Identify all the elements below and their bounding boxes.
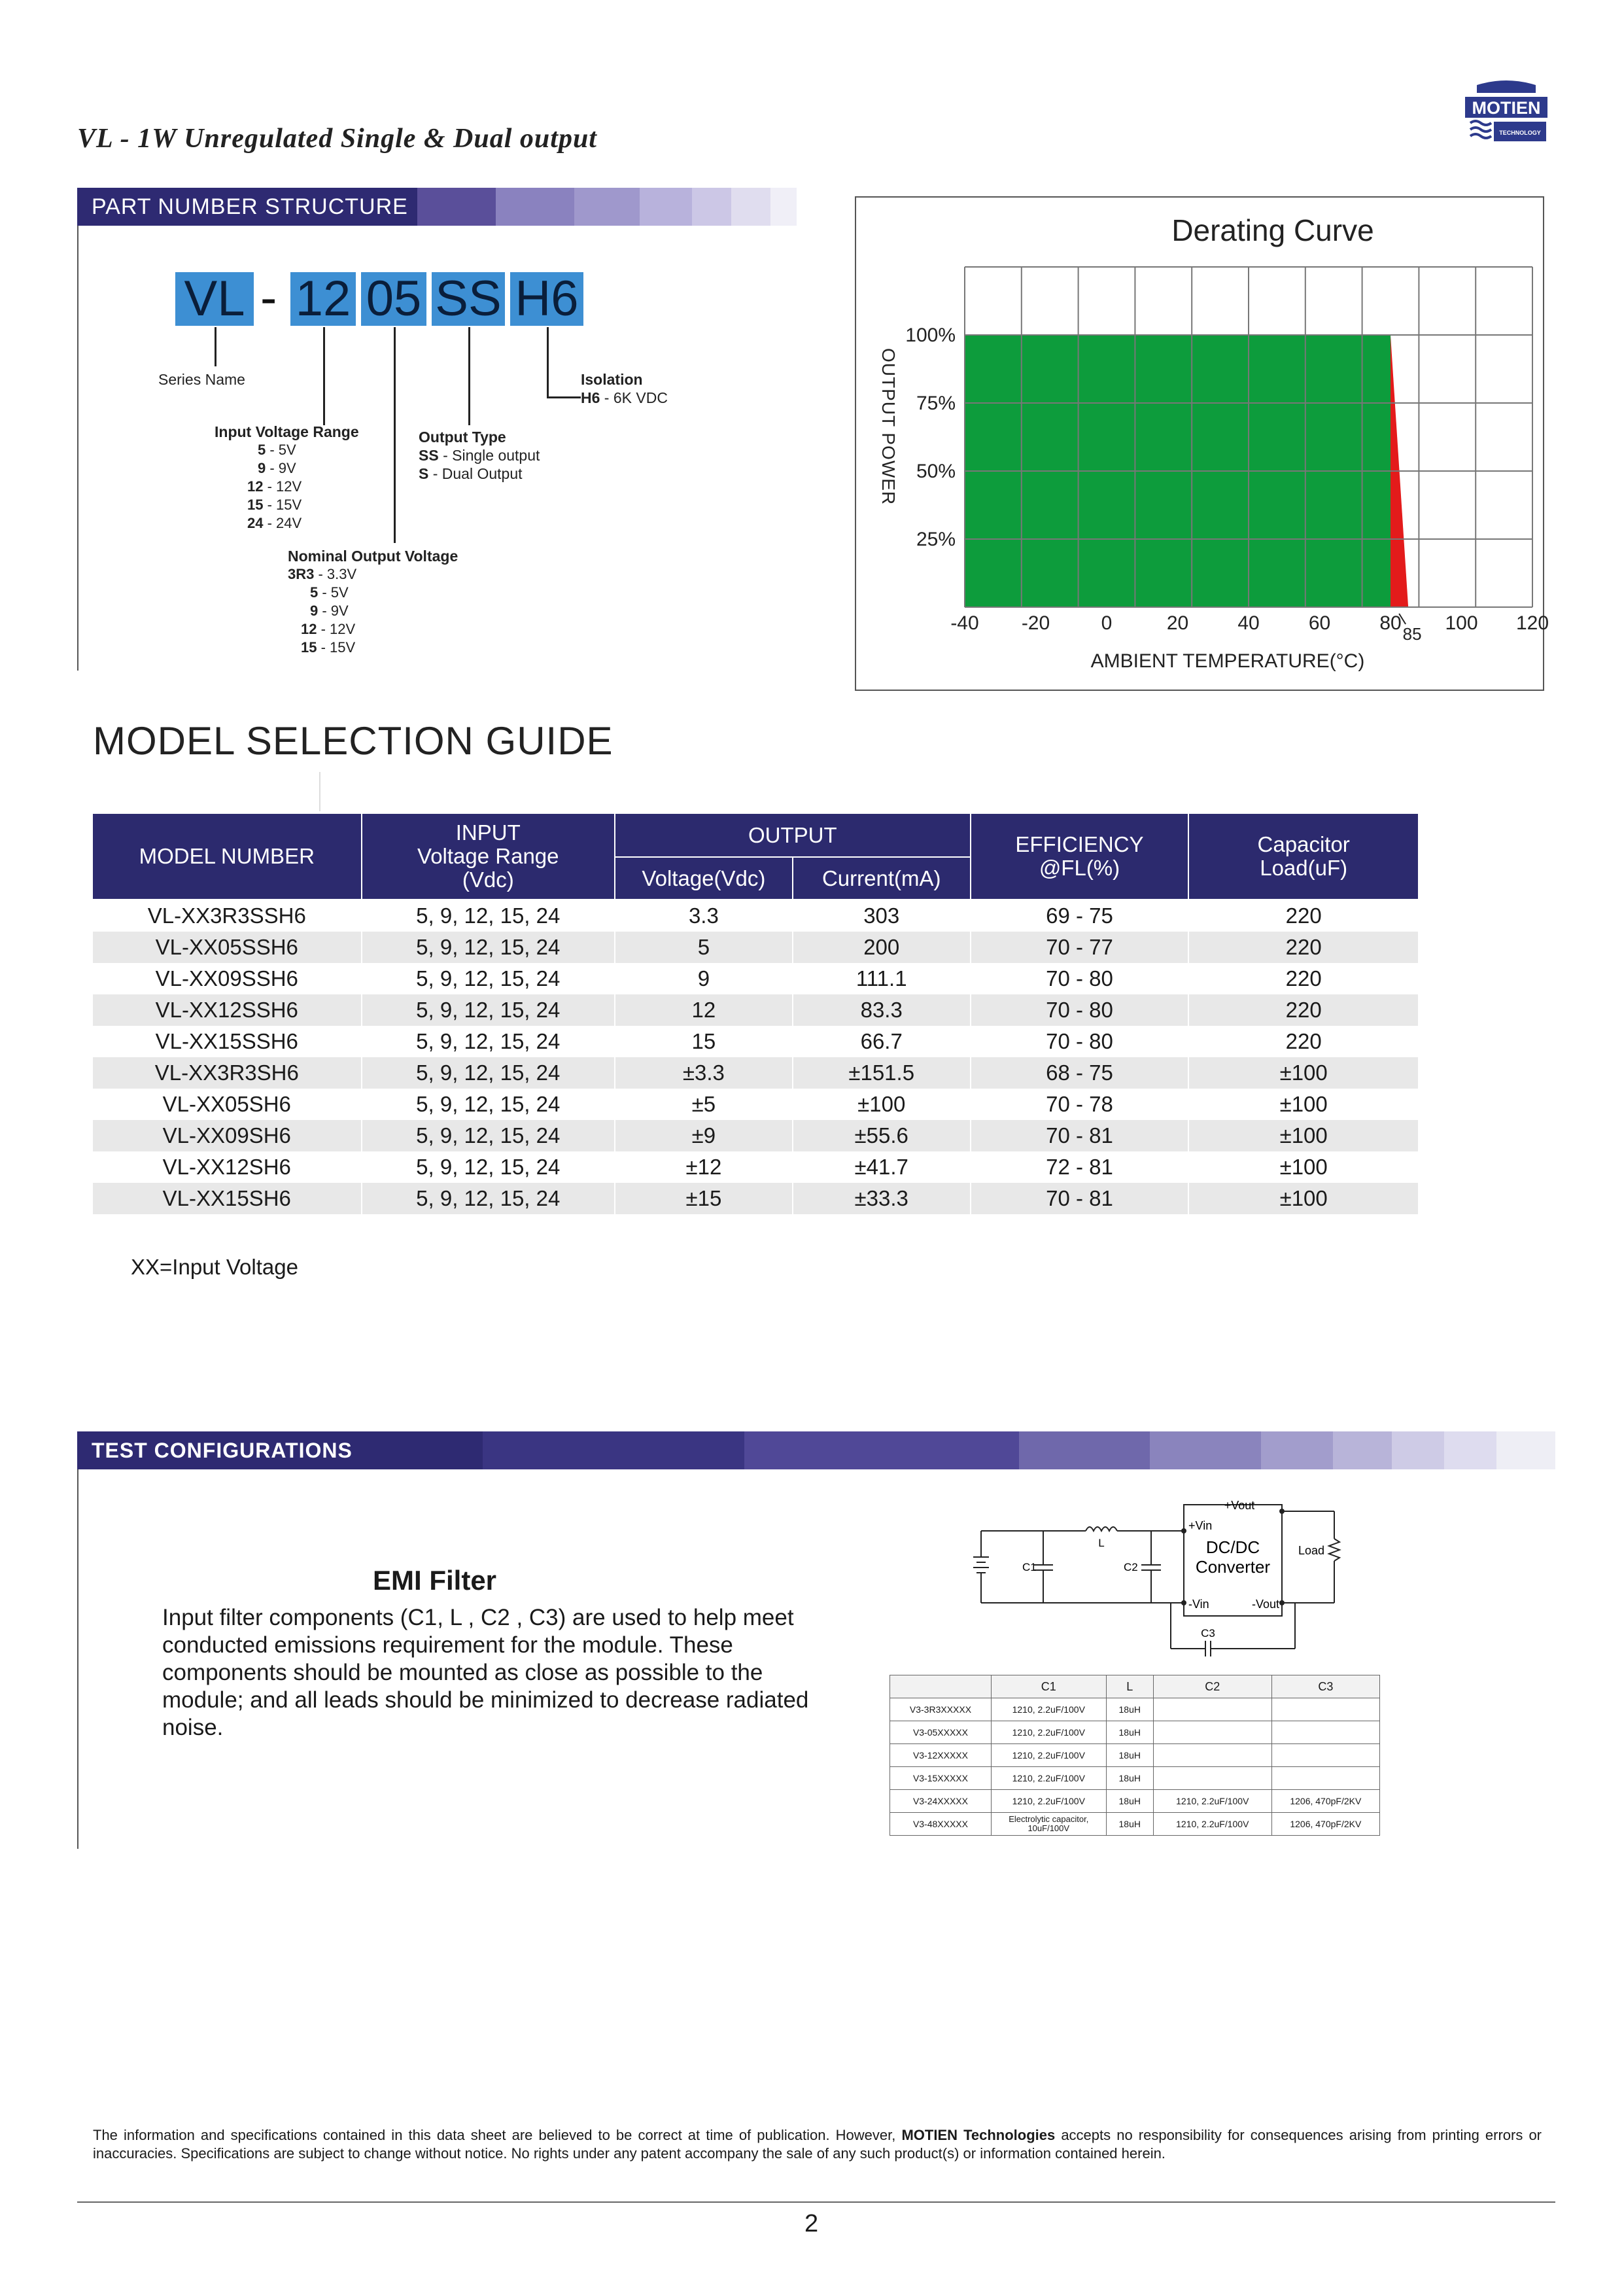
tc-cell-l: 18uH	[1106, 1698, 1153, 1721]
plus-vin-label: +Vin	[1188, 1519, 1213, 1532]
l-label: L	[1098, 1537, 1105, 1549]
x-tick-label: 0	[1101, 612, 1113, 634]
tc-cell-c3: 1206, 470pF/2KV	[1271, 1790, 1379, 1813]
cell-model: VL-XX09SSH6	[92, 963, 362, 994]
cell-capacitor: ±100	[1188, 1151, 1419, 1183]
cell-voltage: 3.3	[615, 900, 793, 932]
table-row	[92, 1120, 1419, 1151]
tc-cell-c2: 1210, 2.2uF/100V	[1153, 1790, 1271, 1813]
isolation-heading: Isolation	[581, 371, 643, 388]
tc-cell-l: 18uH	[1106, 1790, 1153, 1813]
input-voltage-note: XX=Input Voltage	[131, 1255, 298, 1279]
section-left-rule	[77, 226, 78, 671]
cell-efficiency: 70 - 80	[971, 963, 1189, 994]
cell-capacitor: ±100	[1188, 1183, 1419, 1214]
cell-efficiency: 70 - 81	[971, 1120, 1189, 1151]
emi-filter-circuit	[968, 1492, 1360, 1662]
cell-model: VL-XX15SH6	[92, 1183, 362, 1214]
c1-label: C1	[1022, 1561, 1037, 1573]
disclaimer: The information and specifications contained in this data sheet are believed to be correct at time of publication. However, MOTIEN Technologies accepts no responsibility for consequences arising from printing errors or inaccuracies. Specifications are subject to change without notice. No rights under any patent accompany the sale of any such product(s) or information contained herein.	[93, 2127, 1542, 2162]
header-efficiency: EFFICIENCY @FL(%)	[971, 813, 1189, 900]
header-capacitor: Capacitor Load(uF)	[1188, 813, 1419, 900]
cell-current: ±55.6	[793, 1120, 971, 1151]
tc-cell-model: V3-12XXXXX	[890, 1744, 992, 1767]
page-number: 2	[804, 2210, 819, 2237]
cell-input: 5, 9, 12, 15, 24	[362, 1151, 615, 1183]
input-connector	[323, 327, 325, 425]
cell-efficiency: 72 - 81	[971, 1151, 1189, 1183]
table-row	[890, 1813, 1380, 1836]
cell-capacitor: 220	[1188, 900, 1419, 932]
tc-cell-l: 18uH	[1106, 1744, 1153, 1767]
logo-text: MOTIEN	[1472, 98, 1541, 118]
header-output: OUTPUT	[615, 813, 971, 857]
y-tick-label: 50%	[916, 461, 956, 482]
converter-label-line1: DC/DC	[1205, 1537, 1260, 1557]
tc-cell-c3	[1271, 1767, 1379, 1790]
pn-code-input: 12	[290, 272, 356, 326]
cell-model: VL-XX05SSH6	[92, 932, 362, 963]
logo-subtext: TECHNOLOGY	[1499, 130, 1541, 136]
tc-cell-c3	[1271, 1721, 1379, 1744]
x-tick-label: 80	[1379, 612, 1402, 634]
chart-title: Derating Curve	[1171, 213, 1374, 247]
tc-cell-c2	[1153, 1721, 1271, 1744]
cell-capacitor: ±100	[1188, 1057, 1419, 1089]
c3-label: C3	[1201, 1627, 1215, 1639]
series-name-label: Series Name	[158, 371, 245, 388]
isolation-annotation: Isolation H6 - 6K VDC	[581, 371, 668, 406]
converter-label-line2: Converter	[1195, 1557, 1271, 1577]
cell-voltage: ±3.3	[615, 1057, 793, 1089]
cell-model: VL-XX12SSH6	[92, 994, 362, 1026]
minus-vout-label: -Vout	[1251, 1598, 1279, 1611]
tc-cell-c1: 1210, 2.2uF/100V	[991, 1698, 1106, 1721]
section-left-rule	[77, 1469, 78, 1849]
cell-current: ±41.7	[793, 1151, 971, 1183]
cell-input: 5, 9, 12, 15, 24	[362, 1057, 615, 1089]
x-tick-label: 20	[1166, 612, 1189, 634]
cell-input: 5, 9, 12, 15, 24	[362, 1089, 615, 1120]
pn-code-output-voltage: 05	[361, 272, 426, 326]
pn-dash: -	[260, 270, 277, 326]
cell-capacitor: 220	[1188, 1026, 1419, 1057]
header-output-current: Current(mA)	[793, 857, 971, 900]
table-row	[890, 1767, 1380, 1790]
cell-efficiency: 70 - 81	[971, 1183, 1189, 1214]
test-config-section-title: TEST CONFIGURATIONS	[92, 1438, 353, 1462]
cell-input: 5, 9, 12, 15, 24	[362, 994, 615, 1026]
cell-efficiency: 70 - 78	[971, 1089, 1189, 1120]
tc-cell-l: 18uH	[1106, 1813, 1153, 1836]
emi-filter-title: EMI Filter	[373, 1565, 497, 1596]
tc-header-c1: C1	[991, 1675, 1106, 1698]
footer-rule	[77, 2201, 1555, 2203]
cell-voltage: ±12	[615, 1151, 793, 1183]
tc-cell-model: V3-05XXXXX	[890, 1721, 992, 1744]
cell-input: 5, 9, 12, 15, 24	[362, 1026, 615, 1057]
cell-current: ±33.3	[793, 1183, 971, 1214]
header-input: INPUT Voltage Range (Vdc)	[362, 813, 615, 900]
tc-cell-c3	[1271, 1744, 1379, 1767]
tc-cell-l: 18uH	[1106, 1721, 1153, 1744]
tc-cell-c2	[1153, 1767, 1271, 1790]
tc-header-c2: C2	[1153, 1675, 1271, 1698]
model-selection-table	[92, 813, 1419, 1214]
table-row	[890, 1744, 1380, 1767]
derating-chart-frame	[855, 196, 1549, 691]
x-tick-label: -40	[950, 612, 979, 634]
cell-efficiency: 70 - 80	[971, 994, 1189, 1026]
output-type-heading: Output Type	[419, 429, 506, 446]
tc-cell-c3	[1271, 1698, 1379, 1721]
derating-chart	[856, 198, 1549, 690]
cell-model: VL-XX3R3SH6	[92, 1057, 362, 1089]
cell-input: 5, 9, 12, 15, 24	[362, 900, 615, 932]
test-config-section-bar	[77, 1431, 1555, 1469]
input-range-heading: Input Voltage Range	[215, 423, 359, 440]
tc-header-c3: C3	[1271, 1675, 1379, 1698]
company-name: MOTIEN Technologies	[901, 2127, 1056, 2143]
cell-current: 200	[793, 932, 971, 963]
tc-cell-model: V3-3R3XXXXX	[890, 1698, 992, 1721]
output-voltage-connector	[394, 327, 396, 543]
cell-capacitor: 220	[1188, 932, 1419, 963]
x-tick-label: -20	[1021, 612, 1050, 634]
plus-vout-label: +Vout	[1224, 1499, 1255, 1512]
table-row	[92, 994, 1419, 1026]
cell-voltage: ±5	[615, 1089, 793, 1120]
y-tick-label: 100%	[905, 324, 956, 346]
part-number-section-bar	[77, 188, 797, 226]
tc-cell-c1: 1210, 2.2uF/100V	[991, 1721, 1106, 1744]
minus-vin-label: -Vin	[1188, 1598, 1209, 1611]
nominal-output-heading: Nominal Output Voltage	[288, 548, 458, 565]
input-range-annotation: Input Voltage Range 5 - 5V 9 - 9V 12 - 12V 15 - 15V 24 - 24V	[215, 423, 359, 531]
cell-input: 5, 9, 12, 15, 24	[362, 1183, 615, 1214]
cell-voltage: ±9	[615, 1120, 793, 1151]
cell-current: 303	[793, 900, 971, 932]
cell-current: ±151.5	[793, 1057, 971, 1089]
table-row	[92, 1026, 1419, 1057]
tc-cell-l: 18uH	[1106, 1767, 1153, 1790]
y-tick-label: 25%	[916, 529, 956, 550]
table-row	[92, 1151, 1419, 1183]
table-row	[92, 1089, 1419, 1120]
guide-tick	[319, 772, 320, 811]
tc-cell-model: V3-48XXXXX	[890, 1813, 992, 1836]
model-guide-title: MODEL SELECTION GUIDE	[93, 719, 613, 763]
cell-efficiency: 70 - 80	[971, 1026, 1189, 1057]
cell-voltage: 9	[615, 963, 793, 994]
tc-header-blank	[890, 1675, 992, 1698]
tc-cell-c1: 1210, 2.2uF/100V	[991, 1790, 1106, 1813]
x-tick-label: 40	[1237, 612, 1260, 634]
x-tick-label: 100	[1445, 612, 1478, 634]
cell-current: 66.7	[793, 1026, 971, 1057]
isolation-connector	[547, 327, 549, 398]
tc-cell-model: V3-15XXXXX	[890, 1767, 992, 1790]
tc-cell-c1: 1210, 2.2uF/100V	[991, 1767, 1106, 1790]
cell-input: 5, 9, 12, 15, 24	[362, 963, 615, 994]
table-row	[92, 963, 1419, 994]
output-type-annotation: Output Type SS - Single output S - Dual Output	[419, 429, 540, 482]
output-type-connector	[468, 327, 470, 425]
table-row	[890, 1698, 1380, 1721]
cell-input: 5, 9, 12, 15, 24	[362, 932, 615, 963]
cell-efficiency: 68 - 75	[971, 1057, 1189, 1089]
tc-cell-model: V3-24XXXXX	[890, 1790, 992, 1813]
emi-filter-description: Input filter components (C1, L , C2 , C3) are used to help meet conducted emissions requirement for the module. These components should be mounted as close as possible to the module; and all leads should be minimized to decrease radiated noise.	[162, 1605, 809, 1740]
tc-cell-c2: 1210, 2.2uF/100V	[1153, 1813, 1271, 1836]
tc-header-l: L	[1106, 1675, 1153, 1698]
cell-model: VL-XX15SSH6	[92, 1026, 362, 1057]
cell-capacitor: 220	[1188, 994, 1419, 1026]
motien-logo	[1464, 80, 1549, 152]
cell-current: ±100	[793, 1089, 971, 1120]
tc-cell-c2	[1153, 1744, 1271, 1767]
tc-cell-c2	[1153, 1698, 1271, 1721]
tc-cell-c3: 1206, 470pF/2KV	[1271, 1813, 1379, 1836]
table-row	[890, 1721, 1380, 1744]
cell-input: 5, 9, 12, 15, 24	[362, 1120, 615, 1151]
pn-code-output-type: SS	[432, 272, 505, 326]
tc-cell-c1: 1210, 2.2uF/100V	[991, 1744, 1106, 1767]
chart-y-axis-label: OUTPUT POWER	[878, 348, 899, 506]
c2-label: C2	[1124, 1561, 1138, 1573]
nominal-output-annotation: Nominal Output Voltage 3R3 - 3.3V 5 - 5V 9 - 9V 12 - 12V 15 - 15V	[288, 548, 458, 656]
header-model-number: MODEL NUMBER	[92, 813, 362, 900]
part-number-section-title: PART NUMBER STRUCTURE	[92, 194, 408, 219]
header-output-voltage: Voltage(Vdc)	[615, 857, 793, 900]
cell-capacitor: 220	[1188, 963, 1419, 994]
cell-efficiency: 70 - 77	[971, 932, 1189, 963]
x-tick-label: 60	[1308, 612, 1331, 634]
tc-cell-c1: Electrolytic capacitor, 10uF/100V	[991, 1813, 1106, 1836]
cell-model: VL-XX05SH6	[92, 1089, 362, 1120]
load-label: Load	[1298, 1544, 1324, 1557]
x-tick-label-85: 85	[1402, 624, 1422, 644]
x-tick-label: 120	[1515, 612, 1549, 634]
cell-voltage: 15	[615, 1026, 793, 1057]
cell-capacitor: ±100	[1188, 1120, 1419, 1151]
table-row	[92, 932, 1419, 963]
y-tick-label: 75%	[916, 393, 956, 414]
cell-voltage: 12	[615, 994, 793, 1026]
table-row	[92, 1057, 1419, 1089]
cell-current: 83.3	[793, 994, 971, 1026]
table-row	[92, 1183, 1419, 1214]
series-connector	[215, 327, 216, 366]
filter-component-table	[890, 1675, 1380, 1836]
chart-x-axis-label: AMBIENT TEMPERATURE(°C)	[1090, 650, 1365, 672]
cell-model: VL-XX12SH6	[92, 1151, 362, 1183]
pn-code-isolation: H6	[510, 272, 583, 326]
cell-current: 111.1	[793, 963, 971, 994]
table-row	[92, 900, 1419, 932]
cell-voltage: 5	[615, 932, 793, 963]
table-row	[890, 1790, 1380, 1813]
cell-capacitor: ±100	[1188, 1089, 1419, 1120]
cell-efficiency: 69 - 75	[971, 900, 1189, 932]
cell-voltage: ±15	[615, 1183, 793, 1214]
pn-code-series: VL	[175, 272, 254, 326]
cell-model: VL-XX09SH6	[92, 1120, 362, 1151]
cell-model: VL-XX3R3SSH6	[92, 900, 362, 932]
isolation-connector-hook	[547, 396, 581, 398]
document-title: VL - 1W Unregulated Single & Dual output	[77, 124, 597, 154]
